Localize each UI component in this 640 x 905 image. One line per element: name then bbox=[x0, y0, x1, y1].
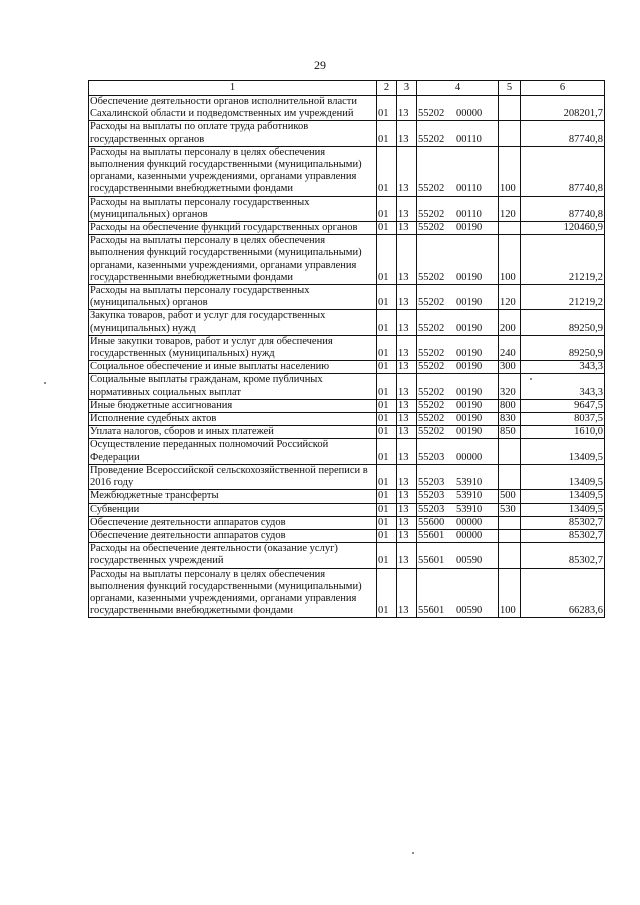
target-code-direction: 00190 bbox=[456, 361, 483, 373]
target-code-program: 55202 bbox=[418, 183, 445, 195]
scan-speck bbox=[412, 852, 414, 854]
row-amount-cell: 13409,5 bbox=[521, 439, 605, 464]
row-amount-cell: 87740,8 bbox=[521, 146, 605, 196]
row-name-cell: Расходы на выплаты персоналу государственных (муниципальных) органов bbox=[89, 196, 377, 221]
target-code-program: 55203 bbox=[418, 477, 445, 489]
row-section-cell: 01 bbox=[377, 464, 397, 489]
column-header: 4 bbox=[417, 81, 499, 96]
table-row bbox=[89, 361, 605, 374]
row-target-code-cell bbox=[417, 235, 499, 285]
table-row bbox=[89, 285, 605, 310]
table-row bbox=[89, 568, 605, 618]
row-target-code-cell bbox=[417, 121, 499, 146]
table-row bbox=[89, 235, 605, 285]
row-subsection-cell: 13 bbox=[397, 413, 417, 426]
row-expense-type-cell bbox=[499, 464, 521, 489]
row-expense-type-cell: 200 bbox=[499, 310, 521, 335]
row-target-code-cell bbox=[417, 516, 499, 529]
target-code-direction: 00190 bbox=[456, 399, 483, 411]
table-row bbox=[89, 121, 605, 146]
row-subsection-cell: 13 bbox=[397, 361, 417, 374]
row-expense-type-cell: 100 bbox=[499, 235, 521, 285]
row-target-code-cell bbox=[417, 96, 499, 121]
row-subsection-cell: 13 bbox=[397, 222, 417, 235]
row-amount-cell: 208201,7 bbox=[521, 96, 605, 121]
table-row bbox=[89, 503, 605, 516]
row-section-cell: 01 bbox=[377, 529, 397, 542]
row-target-code-cell bbox=[417, 413, 499, 426]
target-code-direction: 00190 bbox=[456, 386, 483, 398]
row-amount-cell: 343,3 bbox=[521, 374, 605, 399]
table-row bbox=[89, 96, 605, 121]
target-code-direction: 00590 bbox=[456, 555, 483, 567]
table-row bbox=[89, 222, 605, 235]
row-subsection-cell: 13 bbox=[397, 310, 417, 335]
target-code-program: 55202 bbox=[418, 361, 445, 373]
target-code-program: 55203 bbox=[418, 490, 445, 502]
row-subsection-cell: 13 bbox=[397, 516, 417, 529]
row-amount-cell: 21219,2 bbox=[521, 235, 605, 285]
row-expense-type-cell: 530 bbox=[499, 503, 521, 516]
target-code-program: 55202 bbox=[418, 271, 445, 283]
target-code-direction: 00190 bbox=[456, 297, 483, 309]
row-target-code-cell bbox=[417, 568, 499, 618]
row-name-cell: Расходы на обеспечение деятельности (оказание услуг) государственных учреждений bbox=[89, 543, 377, 568]
row-expense-type-cell: 320 bbox=[499, 374, 521, 399]
target-code-program: 55202 bbox=[418, 322, 445, 334]
target-code-direction: 00590 bbox=[456, 605, 483, 617]
row-subsection-cell: 13 bbox=[397, 529, 417, 542]
row-target-code-cell bbox=[417, 439, 499, 464]
row-expense-type-cell: 100 bbox=[499, 146, 521, 196]
target-code-program: 55202 bbox=[418, 108, 445, 120]
row-expense-type-cell: 850 bbox=[499, 426, 521, 439]
column-header: 3 bbox=[397, 81, 417, 96]
target-code-direction: 00000 bbox=[456, 108, 483, 120]
row-section-cell: 01 bbox=[377, 374, 397, 399]
row-expense-type-cell bbox=[499, 222, 521, 235]
row-section-cell: 01 bbox=[377, 146, 397, 196]
target-code-program: 55600 bbox=[418, 516, 445, 528]
target-code-direction: 00190 bbox=[456, 348, 483, 360]
target-code-program: 55202 bbox=[418, 399, 445, 411]
table-row bbox=[89, 464, 605, 489]
target-code-program: 55202 bbox=[418, 133, 445, 145]
row-expense-type-cell: 830 bbox=[499, 413, 521, 426]
table-row bbox=[89, 426, 605, 439]
table-row bbox=[89, 516, 605, 529]
row-subsection-cell: 13 bbox=[397, 568, 417, 618]
row-target-code-cell bbox=[417, 426, 499, 439]
row-name-cell: Социальное обеспечение и иные выплаты населению bbox=[89, 361, 377, 374]
table-row bbox=[89, 335, 605, 360]
scan-speck bbox=[44, 382, 46, 384]
table-row bbox=[89, 413, 605, 426]
row-section-cell: 01 bbox=[377, 439, 397, 464]
row-target-code-cell bbox=[417, 310, 499, 335]
row-amount-cell: 89250,9 bbox=[521, 335, 605, 360]
row-target-code-cell bbox=[417, 503, 499, 516]
row-name-cell: Расходы на выплаты персоналу в целях обеспечения выполнения функций государственными (муниципальными) органами, казенными учреждениями, органами управления государственными внебюджетными фондами bbox=[89, 146, 377, 196]
table-row bbox=[89, 543, 605, 568]
row-amount-cell: 120460,9 bbox=[521, 222, 605, 235]
row-target-code-cell bbox=[417, 196, 499, 221]
row-target-code-cell bbox=[417, 361, 499, 374]
row-name-cell: Расходы на выплаты персоналу в целях обеспечения выполнения функций государственными (муниципальными) органами, казенными учреждениями, органами управления государственными внебюджетными фондами bbox=[89, 235, 377, 285]
row-target-code-cell bbox=[417, 464, 499, 489]
row-amount-cell: 85302,7 bbox=[521, 516, 605, 529]
row-subsection-cell: 13 bbox=[397, 464, 417, 489]
target-code-program: 55203 bbox=[418, 503, 445, 515]
row-target-code-cell bbox=[417, 285, 499, 310]
row-expense-type-cell bbox=[499, 529, 521, 542]
column-header: 5 bbox=[499, 81, 521, 96]
row-name-cell: Расходы на выплаты персоналу в целях обеспечения выполнения функций государственными (муниципальными) органами, казенными учреждениями, органами управления государственными внебюджетными фондами bbox=[89, 568, 377, 618]
row-target-code-cell bbox=[417, 490, 499, 503]
row-section-cell: 01 bbox=[377, 96, 397, 121]
row-section-cell: 01 bbox=[377, 516, 397, 529]
row-subsection-cell: 13 bbox=[397, 503, 417, 516]
row-section-cell: 01 bbox=[377, 543, 397, 568]
budget-table bbox=[88, 80, 605, 618]
row-expense-type-cell: 800 bbox=[499, 399, 521, 412]
target-code-direction: 00190 bbox=[456, 322, 483, 334]
target-code-program: 55202 bbox=[418, 413, 445, 425]
row-name-cell: Проведение Всероссийской сельскохозяйственной переписи в 2016 году bbox=[89, 464, 377, 489]
scan-speck bbox=[530, 378, 532, 380]
target-code-program: 55202 bbox=[418, 386, 445, 398]
column-header: 2 bbox=[377, 81, 397, 96]
target-code-direction: 00110 bbox=[456, 183, 482, 195]
row-subsection-cell: 13 bbox=[397, 374, 417, 399]
row-name-cell: Расходы на выплаты по оплате труда работников государственных органов bbox=[89, 121, 377, 146]
row-target-code-cell bbox=[417, 399, 499, 412]
table-row bbox=[89, 529, 605, 542]
row-expense-type-cell bbox=[499, 516, 521, 529]
row-section-cell: 01 bbox=[377, 413, 397, 426]
target-code-program: 55202 bbox=[418, 208, 445, 220]
row-section-cell: 01 bbox=[377, 285, 397, 310]
row-amount-cell: 85302,7 bbox=[521, 543, 605, 568]
target-code-program: 55601 bbox=[418, 605, 445, 617]
table-row bbox=[89, 310, 605, 335]
target-code-direction: 53910 bbox=[456, 490, 483, 502]
row-name-cell: Расходы на выплаты персоналу государственных (муниципальных) органов bbox=[89, 285, 377, 310]
table-row bbox=[89, 146, 605, 196]
row-expense-type-cell bbox=[499, 439, 521, 464]
row-amount-cell: 8037,5 bbox=[521, 413, 605, 426]
row-name-cell: Социальные выплаты гражданам, кроме публичных нормативных социальных выплат bbox=[89, 374, 377, 399]
row-expense-type-cell bbox=[499, 121, 521, 146]
row-subsection-cell: 13 bbox=[397, 146, 417, 196]
row-name-cell: Расходы на обеспечение функций государственных органов bbox=[89, 222, 377, 235]
row-amount-cell: 9647,5 bbox=[521, 399, 605, 412]
row-section-cell: 01 bbox=[377, 222, 397, 235]
row-name-cell: Межбюджетные трансферты bbox=[89, 490, 377, 503]
column-header: 6 bbox=[521, 81, 605, 96]
row-amount-cell: 13409,5 bbox=[521, 464, 605, 489]
row-expense-type-cell: 300 bbox=[499, 361, 521, 374]
row-subsection-cell: 13 bbox=[397, 96, 417, 121]
row-name-cell: Субвенции bbox=[89, 503, 377, 516]
row-section-cell: 01 bbox=[377, 426, 397, 439]
row-name-cell: Закупка товаров, работ и услуг для государственных (муниципальных) нужд bbox=[89, 310, 377, 335]
row-expense-type-cell: 120 bbox=[499, 196, 521, 221]
row-name-cell: Осуществление переданных полномочий Российской Федерации bbox=[89, 439, 377, 464]
row-target-code-cell bbox=[417, 222, 499, 235]
target-code-direction: 53910 bbox=[456, 503, 483, 515]
row-subsection-cell: 13 bbox=[397, 490, 417, 503]
table-row bbox=[89, 196, 605, 221]
table-row bbox=[89, 439, 605, 464]
row-amount-cell: 87740,8 bbox=[521, 121, 605, 146]
row-name-cell: Обеспечение деятельности аппаратов судов bbox=[89, 516, 377, 529]
target-code-program: 55202 bbox=[418, 348, 445, 360]
table-row bbox=[89, 374, 605, 399]
target-code-program: 55203 bbox=[418, 451, 445, 463]
row-amount-cell: 1610,0 bbox=[521, 426, 605, 439]
row-amount-cell: 13409,5 bbox=[521, 490, 605, 503]
target-code-program: 55202 bbox=[418, 297, 445, 309]
row-section-cell: 01 bbox=[377, 568, 397, 618]
row-subsection-cell: 13 bbox=[397, 399, 417, 412]
row-subsection-cell: 13 bbox=[397, 335, 417, 360]
target-code-direction: 00000 bbox=[456, 516, 483, 528]
row-section-cell: 01 bbox=[377, 196, 397, 221]
target-code-direction: 00190 bbox=[456, 222, 483, 234]
row-section-cell: 01 bbox=[377, 235, 397, 285]
table-header-row bbox=[89, 81, 605, 96]
target-code-direction: 00190 bbox=[456, 271, 483, 283]
table-row bbox=[89, 490, 605, 503]
row-section-cell: 01 bbox=[377, 490, 397, 503]
row-section-cell: 01 bbox=[377, 503, 397, 516]
row-section-cell: 01 bbox=[377, 399, 397, 412]
target-code-direction: 00110 bbox=[456, 133, 482, 145]
row-section-cell: 01 bbox=[377, 121, 397, 146]
row-name-cell: Обеспечение деятельности органов исполнительной власти Сахалинской области и подведомственных им учреждений bbox=[89, 96, 377, 121]
row-expense-type-cell: 500 bbox=[499, 490, 521, 503]
table-row bbox=[89, 399, 605, 412]
target-code-direction: 00190 bbox=[456, 413, 483, 425]
row-amount-cell: 87740,8 bbox=[521, 196, 605, 221]
row-amount-cell: 343,3 bbox=[521, 361, 605, 374]
row-name-cell: Обеспечение деятельности аппаратов судов bbox=[89, 529, 377, 542]
target-code-program: 55202 bbox=[418, 222, 445, 234]
row-expense-type-cell: 240 bbox=[499, 335, 521, 360]
row-target-code-cell bbox=[417, 543, 499, 568]
target-code-direction: 00190 bbox=[456, 426, 483, 438]
row-expense-type-cell bbox=[499, 96, 521, 121]
row-target-code-cell bbox=[417, 146, 499, 196]
target-code-program: 55202 bbox=[418, 426, 445, 438]
row-expense-type-cell: 100 bbox=[499, 568, 521, 618]
row-section-cell: 01 bbox=[377, 335, 397, 360]
row-subsection-cell: 13 bbox=[397, 439, 417, 464]
row-name-cell: Исполнение судебных актов bbox=[89, 413, 377, 426]
row-name-cell: Иные закупки товаров, работ и услуг для обеспечения государственных (муниципальных) нужд bbox=[89, 335, 377, 360]
row-target-code-cell bbox=[417, 335, 499, 360]
row-amount-cell: 89250,9 bbox=[521, 310, 605, 335]
page-number: 29 bbox=[314, 58, 326, 72]
row-target-code-cell bbox=[417, 529, 499, 542]
target-code-direction: 00000 bbox=[456, 529, 483, 541]
row-subsection-cell: 13 bbox=[397, 121, 417, 146]
target-code-program: 55601 bbox=[418, 529, 445, 541]
row-subsection-cell: 13 bbox=[397, 285, 417, 310]
row-name-cell: Иные бюджетные ассигнования bbox=[89, 399, 377, 412]
target-code-direction: 00000 bbox=[456, 451, 483, 463]
row-expense-type-cell: 120 bbox=[499, 285, 521, 310]
row-subsection-cell: 13 bbox=[397, 235, 417, 285]
row-subsection-cell: 13 bbox=[397, 196, 417, 221]
target-code-direction: 00110 bbox=[456, 208, 482, 220]
row-subsection-cell: 13 bbox=[397, 426, 417, 439]
row-name-cell: Уплата налогов, сборов и иных платежей bbox=[89, 426, 377, 439]
row-expense-type-cell bbox=[499, 543, 521, 568]
row-target-code-cell bbox=[417, 374, 499, 399]
column-header: 1 bbox=[89, 81, 377, 96]
target-code-program: 55601 bbox=[418, 555, 445, 567]
target-code-direction: 53910 bbox=[456, 477, 483, 489]
row-section-cell: 01 bbox=[377, 361, 397, 374]
row-subsection-cell: 13 bbox=[397, 543, 417, 568]
row-section-cell: 01 bbox=[377, 310, 397, 335]
row-amount-cell: 66283,6 bbox=[521, 568, 605, 618]
row-amount-cell: 85302,7 bbox=[521, 529, 605, 542]
row-amount-cell: 13409,5 bbox=[521, 503, 605, 516]
row-amount-cell: 21219,2 bbox=[521, 285, 605, 310]
